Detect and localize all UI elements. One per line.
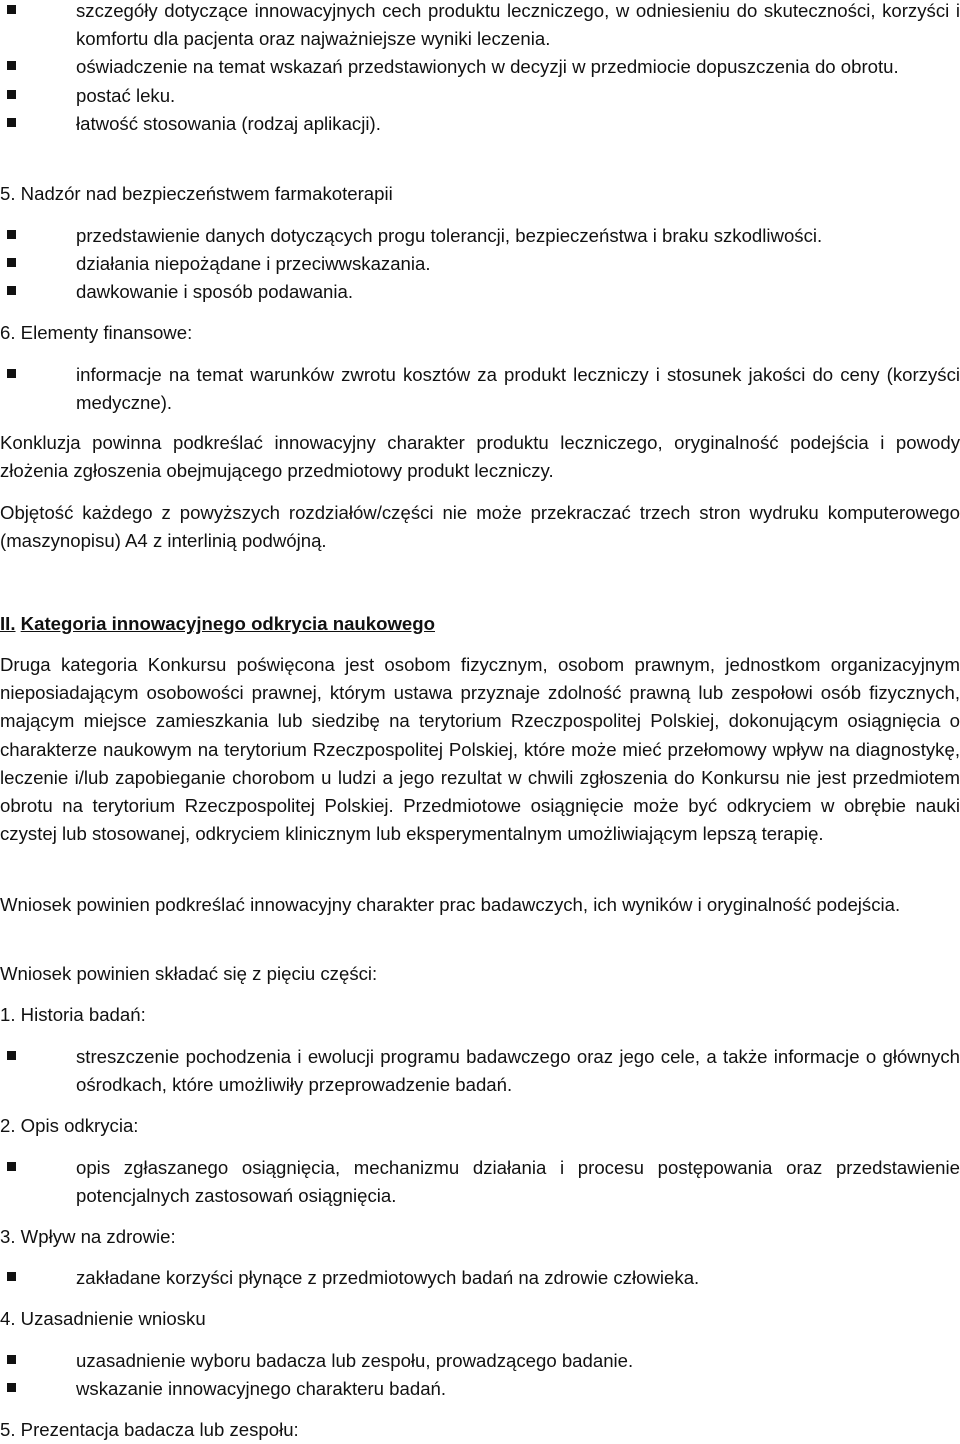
- section4-bullet-list: [0, 0, 960, 138]
- list-item: [0, 1154, 960, 1210]
- part5-heading-block: [0, 1416, 960, 1444]
- parts-intro-paragraph: Wniosek powinien składać się z pięciu części:: [0, 963, 378, 984]
- list-item: [0, 278, 960, 306]
- list-item: [0, 1043, 960, 1099]
- part3-bullet-list: [0, 1264, 960, 1292]
- part4-heading-block: [0, 1305, 960, 1333]
- list-item: [0, 361, 960, 417]
- section5-heading-block: [0, 180, 960, 208]
- category2-description-block: [0, 651, 960, 848]
- list-item-text: uzasadnienie wyboru badacza lub zespołu, prowadzącego badanie.: [76, 1350, 634, 1371]
- volume-paragraph-block: [0, 499, 960, 555]
- square-bullet-icon: [7, 1272, 16, 1281]
- list-item-text: zakładane korzyści płynące z przedmiotowych badań na zdrowie człowieka.: [76, 1267, 700, 1288]
- part1-heading-block: [0, 1001, 960, 1029]
- square-bullet-icon: [7, 369, 16, 378]
- emphasis-paragraph-block: [0, 891, 960, 919]
- square-bullet-icon: [7, 5, 16, 14]
- list-item: [0, 250, 960, 278]
- list-item: [0, 110, 960, 138]
- list-item: [0, 1347, 960, 1375]
- part4-heading: 4. Uzasadnienie wniosku: [0, 1308, 206, 1329]
- part1-bullet-list: [0, 1043, 960, 1099]
- category2-heading-block: [0, 610, 960, 638]
- part3-heading: 3. Wpływ na zdrowie:: [0, 1226, 176, 1247]
- list-item-text: wskazanie innowacyjnego charakteru badań.: [76, 1378, 447, 1400]
- square-bullet-icon: [7, 90, 16, 99]
- list-item: [0, 53, 960, 81]
- list-item-text: szczegóły dotyczące innowacyjnych cech produktu leczniczego, w odniesieniu do skuteczności, korzyści i komfortu dla pacjenta oraz najważniejsze wyniki leczenia.: [76, 0, 960, 50]
- part1-heading: 1. Historia badań:: [0, 1004, 146, 1025]
- section6-list-block: [0, 361, 960, 417]
- list-item-text: łatwość stosowania (rodzaj aplikacji).: [76, 112, 381, 134]
- list-item-text: oświadczenie na temat wskazań przedstawionych w decyzji w przedmiocie dopuszczenia do obrotu.: [76, 56, 899, 78]
- section6-heading-block: [0, 319, 960, 347]
- list-item-text: opis zgłaszanego osiągnięcia, mechanizmu działania i procesu postępowania oraz przedstawienie potencjalnych zastosowań osiągnięcia.: [76, 1157, 960, 1207]
- list-item: [0, 222, 960, 250]
- square-bullet-icon: [7, 118, 16, 127]
- conclusion-paragraph: Konkluzja powinna podkreślać innowacyjny charakter produktu leczniczego, oryginalność podejścia i powody złożenia zgłoszenia obejmującego przedmiotowy produkt leczniczy.: [0, 432, 960, 482]
- list-item: [0, 82, 960, 110]
- section6-bullet-list: [0, 361, 960, 417]
- square-bullet-icon: [7, 1355, 16, 1364]
- square-bullet-icon: [7, 286, 16, 295]
- part4-bullet-list: [0, 1347, 960, 1403]
- category2-number: II.: [0, 613, 16, 634]
- square-bullet-icon: [7, 1162, 16, 1171]
- square-bullet-icon: [7, 1051, 16, 1060]
- section5-bullet-list: [0, 222, 960, 307]
- section5-heading: 5. Nadzór nad bezpieczeństwem farmakoterapii: [0, 183, 393, 204]
- part2-heading: 2. Opis odkrycia:: [0, 1115, 139, 1136]
- list-item-text: przedstawienie danych dotyczących progu tolerancji, bezpieczeństwa i braku szkodliwości.: [76, 225, 823, 246]
- square-bullet-icon: [7, 61, 16, 70]
- list-item-text: streszczenie pochodzenia i ewolucji programu badawczego oraz jego cele, a także informacje o głównych ośrodkach, które umożliwiły przeprowadzenie badań.: [76, 1046, 960, 1096]
- part3-list-block: [0, 1264, 960, 1292]
- section6-heading: 6. Elementy finansowe:: [0, 322, 193, 343]
- square-bullet-icon: [7, 258, 16, 267]
- parts-intro-block: [0, 960, 960, 988]
- list-item: [0, 1264, 960, 1292]
- list-item: [0, 0, 960, 53]
- category2-description: Druga kategoria Konkursu poświęcona jest osobom fizycznym, osobom prawnym, jednostkom organizacyjnym nieposiadającym osobowości prawnej, którym ustawa przyznaje zdolność prawną lub zespołowi osób fizycznych, mającym miejsce zamieszkania lub siedzibę na terytorium Rzeczpospolitej Polskiej, dokonującym osiągnięcia o charakterze naukowym na terytorium Rzeczpospolitej Polskiej, które może mieć przełomowy wpływ na diagnostykę, leczenie i/lub zapobieganie chorobom u ludzi a jego rezultat w chwili zgłoszenia do Konkursu nie jest przedmiotem obrotu na terytorium Rzeczpospolitej Polskiej. Przedmiotowe osiągnięcie może być odkryciem w obrębie nauki czystej lub stosowanej, odkryciem klinicznym lub eksperymentalnym umożliwiającym lepszą terapię.: [0, 654, 960, 845]
- list-item-text: dawkowanie i sposób podawania.: [76, 281, 354, 303]
- list-item-text: działania niepożądane i przeciwwskazania.: [76, 253, 431, 275]
- part3-heading-block: [0, 1223, 960, 1251]
- part4-list-block: [0, 1347, 960, 1403]
- list-item-text: postać leku.: [76, 84, 176, 106]
- emphasis-paragraph: Wniosek powinien podkreślać innowacyjny charakter prac badawczych, ich wyników i oryginalność podejścia.: [0, 894, 901, 915]
- volume-paragraph: Objętość każdego z powyższych rozdziałów/części nie może przekraczać trzech stron wydruku komputerowego (maszynopisu) A4 z interlinią podwójną.: [0, 502, 960, 552]
- list-item: [0, 1375, 960, 1403]
- section4-list-block: [0, 0, 960, 138]
- section5-list-block: [0, 222, 960, 307]
- square-bullet-icon: [7, 230, 16, 239]
- part2-heading-block: [0, 1112, 960, 1140]
- category2-title: Kategoria innowacyjnego odkrycia naukowego: [20, 613, 435, 634]
- conclusion-paragraph-block: [0, 429, 960, 485]
- part2-bullet-list: [0, 1154, 960, 1210]
- category2-heading: [0, 610, 960, 638]
- part5-heading: 5. Prezentacja badacza lub zespołu:: [0, 1419, 299, 1440]
- part2-list-block: [0, 1154, 960, 1210]
- part1-list-block: [0, 1043, 960, 1099]
- list-item-text: informacje na temat warunków zwrotu kosztów za produkt leczniczy i stosunek jakości do ceny (korzyści medyczne).: [76, 364, 960, 414]
- square-bullet-icon: [7, 1383, 16, 1392]
